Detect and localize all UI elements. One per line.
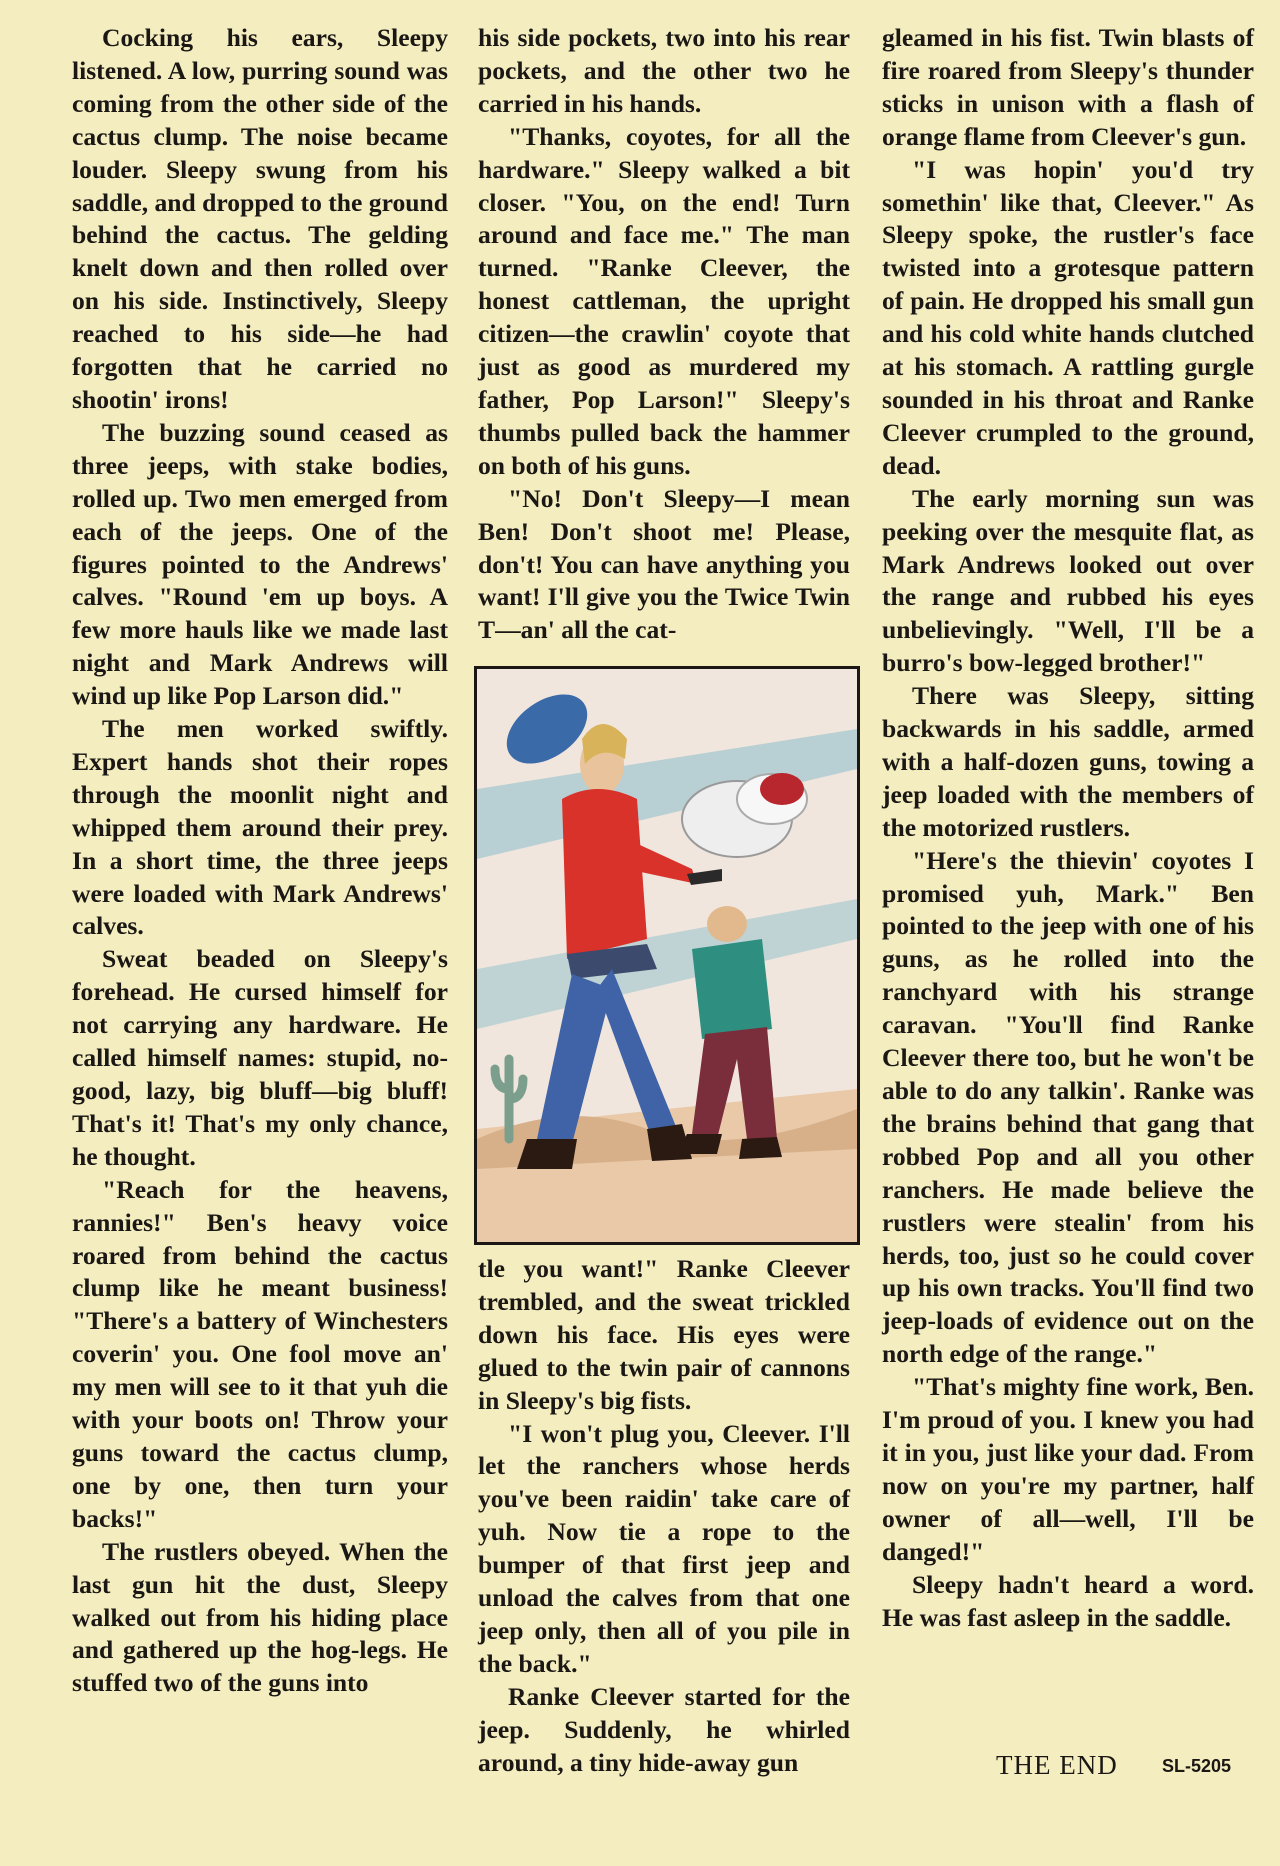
paragraph: There was Sleepy, sitting backwards in his saddle, armed with a half-dozen guns, towing a jeep loaded with the members of the motorized rustlers. [882,681,1254,842]
paragraph: his side pockets, two into his rear pockets, and the other two he carried in his hands. [478,23,850,118]
the-end-label: THE END [996,1750,1118,1780]
paragraph: "That's mighty fine work, Ben. I'm proud of you. I knew you had it in you, just like your dad. From now on you're my partner, half owner of all—well, I'll be danged!" [882,1372,1254,1566]
paragraph: "Thanks, coyotes, for all the hardware." Sleepy walked a bit closer. "You, on the end! Turn around and face me." The man turned. "Ranke Cleever, the honest cattleman, the upright citizen—the crawlin' coyote that just as good as murdered my father, Pop Larson!" Sleepy's thumbs pulled back the hammer on both of his guns. [478,121,850,480]
page-code: SL-5205 [1162,1756,1232,1776]
paragraph: "I won't plug you, Cleever. I'll let the ranchers whose herds you've been raidin' take care of yuh. Now tie a rope to the bumper of that first jeep and unload the calves from that one jeep only, then all of you pile in the back." [478,1418,850,1678]
text-column-3 [882,22,1254,1634]
paragraph: The early morning sun was peeking over the mesquite flat, as Mark Andrews looked out over the range and rubbed his eyes unbelievingly. "Well, I'll be a burro's bow-legged brother!" [882,483,1254,678]
paragraph: "Here's the thievin' coyotes I promised yuh, Mark." Ben pointed to the jeep with one of his guns, as he rolled into the ranchyard with his strange caravan. "You'll find Ranke Cleever there too, but he won't be able to do any talkin'. Ranke was the brains behind that gang that robbed Pop and all you other ranchers. He made believe the rustlers were stealin' from his herds, too, just so he could cover up his own tracks. You'll find two jeep-loads of evidence out on the north edge of the range." [882,845,1254,1369]
paragraph: "No! Don't Sleepy—I mean Ben! Don't shoot me! Please, don't! You can have anything you want! I'll give you the Twice Twin T—an' all the cat- [478,483,850,645]
text-column-1 [72,22,448,1700]
text-column-2-bottom [478,1253,850,1780]
gunfight-illustration [477,669,857,1242]
paragraph: tle you want!" Ranke Cleever trembled, and the sweat trickled down his face. His eyes were glued to the twin pair of cannons in Sleepy's big fists. [478,1254,850,1415]
paragraph: The rustlers obeyed. When the last gun hit the dust, Sleepy walked out from his hiding place and gathered up the hog-legs. He stuffed two of the guns into [72,1536,448,1698]
paragraph: Sleepy hadn't heard a word. He was fast asleep in the saddle. [882,1569,1254,1632]
paragraph: gleamed in his fist. Twin blasts of fire roared from Sleepy's thunder sticks in unison with a flash of orange flame from Cleever's gun. [882,23,1254,151]
paragraph: The men worked swiftly. Expert hands shot their ropes through the moonlit night and whipped them around their prey. In a short time, the three jeeps were loaded with Mark Andrews' calves. [72,714,448,941]
paragraph: Sweat beaded on Sleepy's forehead. He cursed himself for not carrying any hardware. He called himself names: stupid, no-good, lazy, big bluff—big bluff! That's it! That's my only chance, he thought. [72,944,448,1171]
text-column-2-top [478,22,850,647]
paragraph: "Reach for the heavens, rannies!" Ben's heavy voice roared from behind the cactus clump like he meant business! "There's a battery of Winchesters coverin' you. One fool move an' my men will see to it that yuh die with your boots on! Throw your guns toward the cactus clump, one by one, then turn your backs!" [72,1174,448,1533]
paragraph: Cocking his ears, Sleepy listened. A low, purring sound was coming from the other side of the cactus clump. The noise became louder. Sleepy swung from his saddle, and dropped to the ground behind the cactus. The gelding knelt down and then rolled over on his side. Instinctively, Sleepy reached to his side—he had forgotten that he carried no shootin' irons! [72,23,448,414]
paragraph: Ranke Cleever started for the jeep. Suddenly, he whirled around, a tiny hide-away gun [478,1681,850,1777]
paragraph: The buzzing sound ceased as three jeeps, with stake bodies, rolled up. Two men emerged from each of the jeeps. One of the figures pointed to the Andrews' calves. "Round 'em up boys. A few more hauls like we made last night and Mark Andrews will wind up like Pop Larson did." [72,417,448,711]
paragraph: "I was hopin' you'd try somethin' like that, Cleever." As Sleepy spoke, the rustler's face twisted into a grotesque pattern of pain. He dropped his small gun and his cold white hands clutched at his stomach. A rattling gurgle sounded in his throat and Ranke Cleever crumpled to the ground, dead. [882,154,1254,480]
comic-panel-illustration [474,666,860,1245]
